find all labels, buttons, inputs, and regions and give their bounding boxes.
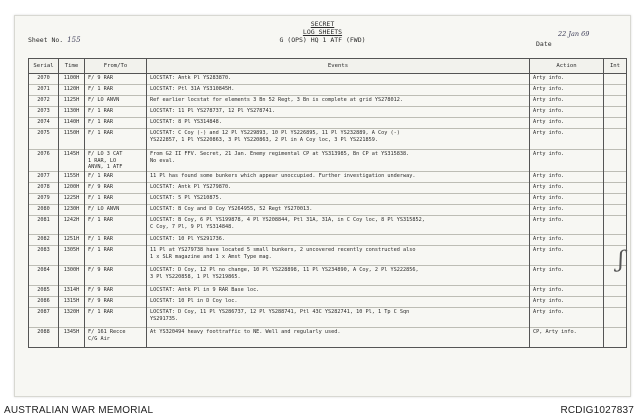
sheet-number-caption: Sheet No. (28, 36, 64, 44)
row-action: Arty info. (530, 308, 604, 328)
row-int (604, 235, 627, 246)
table-row (29, 183, 627, 194)
row-int (604, 205, 627, 216)
row-time: 1100H (59, 74, 85, 85)
row-int (604, 216, 627, 235)
row-serial: 2074 (29, 118, 59, 129)
row-from-to: F/ 1 RAR (85, 235, 147, 246)
row-action: Arty info. (530, 216, 604, 235)
row-int (604, 172, 627, 183)
row-events: LOCSTAT: D Coy, 11 Pl YS286737, 12 Pl YS288741, Ptl 43C YS282741, 10 Pl, 1 Tp C Sqn YS291735. (147, 308, 530, 328)
row-int (604, 308, 627, 328)
row-action: Arty info. (530, 297, 604, 308)
row-serial: 2070 (29, 74, 59, 85)
row-action: Arty info. (530, 266, 604, 286)
row-serial: 2077 (29, 172, 59, 183)
row-time: 1155H (59, 172, 85, 183)
col-from-to: From/To (85, 59, 147, 74)
row-int (604, 74, 627, 85)
int-handwritten-mark: ʃ (618, 248, 624, 273)
row-time: 1305H (59, 246, 85, 266)
row-from-to: F/ 1 RAR (85, 107, 147, 118)
row-events: LOCSTAT: Antk Pl YS279870. (147, 183, 530, 194)
sheet-title: LOG SHEETS (302, 28, 343, 36)
row-int (604, 107, 627, 118)
row-int (604, 286, 627, 297)
row-time: 1314H (59, 286, 85, 297)
row-time: 1200H (59, 183, 85, 194)
row-events: LOCSTAT: C Coy (-) and 12 Pl YS229893, 10 Pl YS226895, 11 Pl YS232889, A Coy (-) YS222857, 1 Pl YS220863, 3 Pl YS220863, 2 Pl in A Coy loc, 3 Pl YS221859. (147, 129, 530, 150)
row-from-to: F/ 1 RAR (85, 172, 147, 183)
row-action: Arty info. (530, 74, 604, 85)
row-from-to: F/ 1 RAR (85, 129, 147, 150)
row-time: 1225H (59, 194, 85, 205)
row-time: 1300H (59, 266, 85, 286)
row-action: Arty info. (530, 118, 604, 129)
row-from-to: F/ 9 RAR (85, 74, 147, 85)
row-from-to: F/ 161 Recce C/G Air (85, 328, 147, 348)
row-events: LOCSTAT: B Coy and D Coy YS264955, 52 Regt YS270013. (147, 205, 530, 216)
table-row (29, 328, 627, 348)
row-serial: 2075 (29, 129, 59, 150)
row-serial: 2076 (29, 150, 59, 172)
table-row (29, 96, 627, 107)
row-from-to: F/ 1 RAR (85, 118, 147, 129)
row-events: 11 Pl at YS279738 have located 5 small bunkers, 2 uncovered recently constructed also 1 x SLR magazine and 1 x Amst Type mag. (147, 246, 530, 266)
table-row (29, 85, 627, 96)
row-action: Arty info. (530, 96, 604, 107)
table-row (29, 297, 627, 308)
footer-credit-left: AUSTRALIAN WAR MEMORIAL (4, 405, 154, 416)
row-action: Arty info. (530, 129, 604, 150)
row-action: Arty info. (530, 246, 604, 266)
log-sheet-page (14, 15, 631, 397)
table-row (29, 216, 627, 235)
row-int (604, 85, 627, 96)
row-from-to: F/ LO ANVN (85, 205, 147, 216)
date-value: 22 Jan 69 (558, 30, 590, 38)
col-action: Action (530, 59, 604, 74)
row-serial: 2079 (29, 194, 59, 205)
row-time: 1120H (59, 85, 85, 96)
row-action: CP, Arty info. (530, 328, 604, 348)
table-row (29, 74, 627, 85)
sheet-number-value: 155 (67, 36, 81, 44)
table-row (29, 235, 627, 246)
table-row (29, 246, 627, 266)
row-events: LOCSTAT: 5 Pl YS210875. (147, 194, 530, 205)
row-events: LOCSTAT: 10 Pl in D Coy loc. (147, 297, 530, 308)
table-row (29, 172, 627, 183)
row-action: Arty info. (530, 194, 604, 205)
row-time: 1230H (59, 205, 85, 216)
row-events: LOCSTAT: Antk Pl in 9 RAR Base loc. (147, 286, 530, 297)
row-int (604, 129, 627, 150)
date-label: Date (536, 40, 552, 48)
row-action: Arty info. (530, 107, 604, 118)
row-serial: 2081 (29, 216, 59, 235)
row-events: LOCSTAT: D Coy, 12 Pl no change, 10 Pl YS228898, 11 Pl YS234890, A Coy, 2 Pl YS222856, 3 Pl YS220858, 1 Pl YS219865. (147, 266, 530, 286)
sheet-number-label (28, 36, 81, 44)
classification-label: SECRET (310, 20, 335, 28)
col-serial: Serial (29, 59, 59, 74)
row-int (604, 194, 627, 205)
row-action: Arty info. (530, 235, 604, 246)
row-int (604, 183, 627, 194)
row-serial: 2086 (29, 297, 59, 308)
row-time: 1145H (59, 150, 85, 172)
table-row (29, 308, 627, 328)
row-int (604, 118, 627, 129)
table-row (29, 266, 627, 286)
row-from-to: F/ 9 RAR (85, 297, 147, 308)
table-row (29, 150, 627, 172)
row-time: 1320H (59, 308, 85, 328)
row-time: 1315H (59, 297, 85, 308)
table-row (29, 107, 627, 118)
row-events: LOCSTAT: 8 Pl YS314848. (147, 118, 530, 129)
row-serial: 2073 (29, 107, 59, 118)
row-time: 1140H (59, 118, 85, 129)
row-events: From G2 II FFV. Secret, 21 Jan. Enemy regimental CP at YS313985, Bn CP at YS315838. No eval. (147, 150, 530, 172)
row-from-to: F/ LO ANVN (85, 96, 147, 107)
col-time: Time (59, 59, 85, 74)
row-from-to: F/ LO 3 CAT 1 RAR, LO ANVN, 1 ATF (85, 150, 147, 172)
row-events: 11 Pl has found some bunkers which appear unoccupied. Further investigation underway. (147, 172, 530, 183)
row-action: Arty info. (530, 286, 604, 297)
row-serial: 2087 (29, 308, 59, 328)
table-row (29, 205, 627, 216)
row-events: Ref earlier locstat for elements 3 Bn 52 Regt, 3 Bn is complete at grid YS278012. (147, 96, 530, 107)
row-from-to: F/ 1 RAR (85, 308, 147, 328)
table-row (29, 194, 627, 205)
log-table-body (29, 74, 627, 348)
row-action: Arty info. (530, 183, 604, 194)
row-time: 1130H (59, 107, 85, 118)
col-events: Events (147, 59, 530, 74)
log-table-header (29, 59, 627, 74)
table-row (29, 129, 627, 150)
row-from-to: F/ 9 RAR (85, 286, 147, 297)
row-int (604, 150, 627, 172)
row-action: Arty info. (530, 205, 604, 216)
unit-label: G (OPS) HQ 1 ATF (FWD) (279, 36, 366, 44)
table-row (29, 286, 627, 297)
row-action: Arty info. (530, 85, 604, 96)
row-serial: 2078 (29, 183, 59, 194)
row-events: LOCSTAT: Antk Pl YS283870. (147, 74, 530, 85)
row-events: LOCSTAT: 11 Pl YS278737, 12 Pl YS278741. (147, 107, 530, 118)
row-events: LOCSTAT: 10 Pl YS291736. (147, 235, 530, 246)
row-time: 1242H (59, 216, 85, 235)
row-serial: 2082 (29, 235, 59, 246)
row-time: 1251H (59, 235, 85, 246)
row-action: Arty info. (530, 150, 604, 172)
row-serial: 2072 (29, 96, 59, 107)
col-int: Int (604, 59, 627, 74)
row-serial: 2088 (29, 328, 59, 348)
row-from-to: F/ 1 RAR (85, 216, 147, 235)
row-events: At YS320494 heavy foottraffic to NE. Well and regularly used. (147, 328, 530, 348)
row-from-to: F/ 1 RAR (85, 85, 147, 96)
row-from-to: F/ 1 RAR (85, 194, 147, 205)
row-int (604, 96, 627, 107)
row-events: LOCSTAT: Ptl 31A YS310845H. (147, 85, 530, 96)
row-from-to: F/ 9 RAR (85, 266, 147, 286)
row-time: 1150H (59, 129, 85, 150)
row-serial: 2083 (29, 246, 59, 266)
row-action: Arty info. (530, 172, 604, 183)
row-serial: 2071 (29, 85, 59, 96)
row-serial: 2080 (29, 205, 59, 216)
row-serial: 2085 (29, 286, 59, 297)
row-events: LOCSTAT: B Coy, 6 Pl YS199878, 4 Pl YS208844, Ptl 31A, 31A, in C Coy loc, 8 Pl YS315852, C Coy, 7 Pl, 9 Pl YS314848. (147, 216, 530, 235)
row-from-to: F/ 9 RAR (85, 183, 147, 194)
row-int (604, 297, 627, 308)
log-table (28, 58, 627, 348)
row-time: 1125H (59, 96, 85, 107)
row-serial: 2084 (29, 266, 59, 286)
row-from-to: F/ 1 RAR (85, 246, 147, 266)
table-row (29, 118, 627, 129)
footer-credit-right: RCDIG1027837 (560, 405, 634, 416)
row-time: 1345H (59, 328, 85, 348)
row-int (604, 328, 627, 348)
